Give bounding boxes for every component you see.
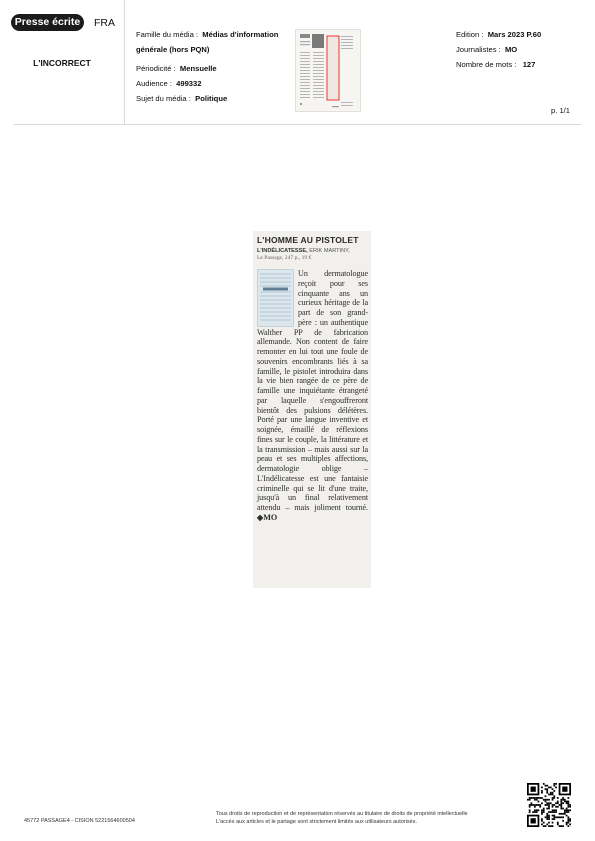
copyright-notice [216, 810, 468, 826]
edition-value: Mars 2023 P.60 [487, 30, 542, 39]
article-headline: L'HOMME AU PISTOLET [257, 235, 359, 245]
word-count-row [456, 57, 541, 72]
book-author: ERIK MARTINY, [309, 248, 350, 254]
book-title: L'INDÉLICATESSE, [257, 248, 308, 254]
media-metadata [136, 27, 278, 106]
edition-row [456, 27, 541, 42]
qr-code[interactable] [527, 783, 571, 827]
word-count-value: 127 [522, 60, 536, 69]
word-count-label: Nombre de mots : [456, 60, 517, 69]
copyright-notice-line-2: L'accès aux articles et le partage sont strictement limités aux utilisateurs autorisés. [216, 819, 417, 825]
media-type-badge: Presse écrite [11, 14, 84, 31]
subject-row [136, 91, 278, 106]
media-family-row-continued [136, 42, 278, 57]
audience-row [136, 76, 278, 91]
media-family-label: Famille du média : [136, 30, 199, 39]
publisher-line: Le Passage, 247 p., 19 € [257, 255, 312, 261]
page-number: p. 1/1 [551, 106, 570, 115]
periodicity-value: Mensuelle [179, 64, 217, 73]
article-clipping [253, 231, 371, 588]
document-reference: 45772 PASSAGE4 - CISION 5221564600504 [24, 818, 135, 824]
periodicity-label: Périodicité : [136, 64, 176, 73]
media-family-value: Médias d'information [202, 30, 279, 39]
journalists-row [456, 42, 541, 57]
audience-label: Audience : [136, 79, 172, 88]
article-byline [257, 248, 350, 254]
page-thumbnail-image [296, 30, 360, 111]
article-signature: ◆MO [257, 512, 278, 522]
qr-code-icon [527, 783, 571, 827]
article-body [257, 269, 368, 523]
edition-metadata [456, 27, 541, 72]
header-divider [14, 124, 581, 125]
vertical-divider [124, 0, 125, 124]
media-family-value-continued: générale (hors PQN) [136, 45, 210, 54]
publication-name: L'INCORRECT [33, 58, 91, 68]
periodicity-row [136, 61, 278, 76]
page-thumbnail[interactable] [295, 29, 361, 112]
article-body-text: Un dermatologue reçoit pour ses cinquante ans un curieux héritage de la part de son grand-père : un authentique Walther PP de fabrication allemande. Non content de faire remonter en lui tout une foule de souvenirs encombrants liés à sa famille, le pistolet introduira dans la vie bien rangée de ce père de famille une inquiétante étrangeté par laquelle s'engouffreront bientôt des pulsions délétères. Porté par une langue inventive et soignée, émaillé de réflexions fines sur le couple, la littérature et la transmission – mais aussi sur la peau et ses multiples affections, dermatologie oblige – L'Indélicatesse est une fantaisie criminelle qui se lit d'une traite, jusqu'à un final relativement attendu – mais joliment tourné. [257, 269, 368, 512]
media-family-row [136, 27, 278, 42]
subject-value: Politique [195, 94, 228, 103]
journalists-label: Journalistes : [456, 45, 501, 54]
edition-label: Edition : [456, 30, 484, 39]
audience-value: 499332 [176, 79, 202, 88]
copyright-notice-line-1: Tous droits de reproduction et de représentation réservés au titulaire de droits de propriété intellectuelle [216, 811, 468, 817]
language-code: FRA [94, 17, 115, 29]
journalists-value: MO [504, 45, 518, 54]
subject-label: Sujet du média : [136, 94, 191, 103]
